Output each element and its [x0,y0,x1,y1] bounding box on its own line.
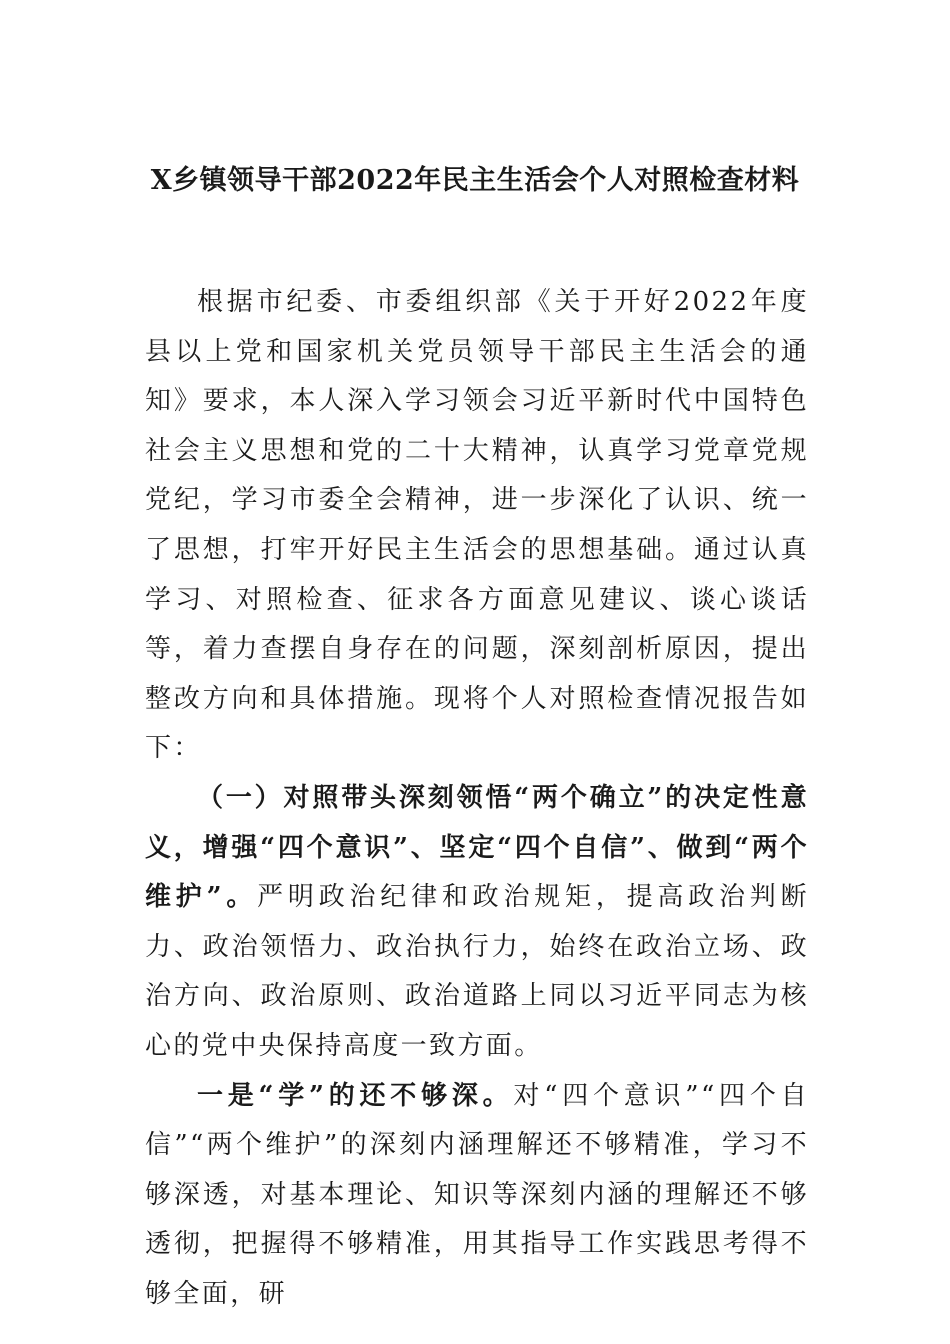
point-one-paragraph [145,1072,809,1320]
section-one-text: 严明政治纪律和政治规矩，提高政治判断力、政治领悟力、政治执行力，始终在政治立场、政治方向、政治原则、政治道路上同以习近平同志为核心的党中央保持高度一致方面。 [145,882,809,1061]
point-one-text: 对“四个意识”“四个自信”“两个维护”的深刻内涵理解还不够精准，学习不够深透，对基本理论、知识等深刻内涵的理解还不够透彻，把握得不够精准，用其指导工作实践思考得不够全面，研 [145,1080,809,1309]
document-title: X乡镇领导干部2022年民主生活会个人对照检查材料 [150,165,800,196]
document-body [145,278,809,1319]
section-one-heading: （一）对照带头深刻领悟“两个确立”的决定性意义，增强“四个意识”、坚定“四个自信”、做到“两个维护”。 [145,782,809,913]
intro-paragraph [145,278,809,774]
point-one-heading: 一是“学”的还不够深。 [197,1080,514,1111]
section-one-paragraph [145,774,809,1072]
intro-paragraph-text: 根据市纪委、市委组织部《关于开好2022年度县以上党和国家机关党员领导干部民主生活会的通知》要求，本人深入学习领会习近平新时代中国特色社会主义思想和党的二十大精神，认真学习党章党规党纪，学习市委全会精神，进一步深化了认识、统一了思想，打牢开好民主生活会的思想基础。通过认真学习、对照检查、征求各方面意见建议、谈心谈话等，着力查摆自身存在的问题，深刻剖析原因，提出整改方向和具体措施。现将个人对照检查情况报告如下： [145,287,809,764]
